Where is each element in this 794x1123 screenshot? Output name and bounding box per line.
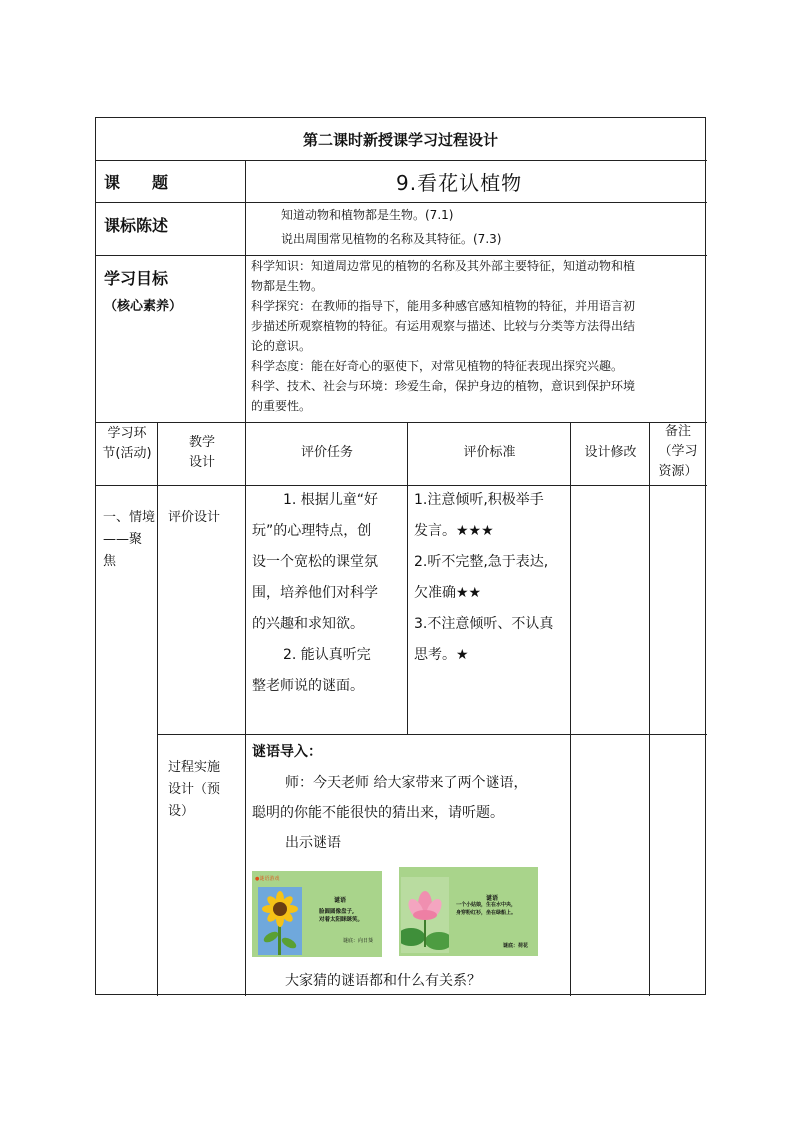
slide-tag: ●谜语游戏: [255, 876, 280, 882]
slide-title: 谜语: [334, 897, 347, 904]
eval-standard-text: 1.注意倾听,积极举手 发言。★★★ 2.听不完整,急于表达, 欠准确★★ 3.不注意倾听、不认真 思考。★: [414, 492, 554, 663]
slide-riddle: 脸圆圆像盘子, 对着太阳眯眯笑。: [319, 909, 364, 923]
process-heading: 谜语导入：: [252, 744, 322, 760]
objective-line: 论的意识。: [251, 339, 312, 353]
header-notes: 备注 （学习 资源）: [658, 424, 698, 479]
header-standard: 评价标准: [463, 445, 516, 460]
standards-label: 课标陈述: [104, 216, 169, 235]
lesson-title: 9.看花认植物: [396, 171, 523, 195]
objectives-label: 学习目标: [104, 269, 169, 288]
standards-line: 知道动物和植物都是生物。(7.1): [281, 208, 454, 222]
objective-line: 的重要性。: [251, 399, 312, 413]
slide-answer: 谜底：荷花: [503, 943, 529, 949]
riddle-slide-lotus: [399, 867, 538, 956]
objectives-sublabel: （核心素养）: [104, 299, 183, 314]
process-question: 大家猜的谜语都和什么有关系？: [285, 973, 481, 989]
objective-line: 科学、技术、社会与环境：珍爱生命，保护身边的植物，意识到保护环境: [251, 379, 636, 393]
process-text: 师：今天老师 给大家带来了两个谜语， 聪明的你能不能很快的猜出来，请听题。 出示谜语: [252, 775, 528, 851]
process-label: 过程实施 设计（预 设）: [168, 760, 221, 819]
stage1-label: 一、情境 ——聚 焦: [103, 510, 156, 569]
sunflower-icon: [258, 887, 302, 955]
riddle-slide-sunflower: [252, 871, 382, 957]
objective-line: 科学探究：在教师的指导下，能用多种感官感知植物的特征，并用语言初: [251, 299, 636, 313]
objective-line: 科学态度：能在好奇心的驱使下，对常见植物的特征表现出探究兴趣。: [251, 359, 624, 373]
header-task: 评价任务: [300, 445, 353, 460]
slide-answer: 谜底：向日葵: [343, 938, 374, 944]
objectives-text: [251, 256, 635, 416]
header-stage: 学习环 节(活动): [102, 426, 152, 461]
topic-label: 课 题: [104, 173, 169, 192]
header-revise: 设计修改: [584, 445, 637, 460]
slide-title: 谜语: [486, 895, 499, 902]
eval-design-label: 评价设计: [168, 510, 221, 525]
header-design: 教学 设计: [188, 435, 215, 470]
objective-line: 物都是生物。: [251, 279, 324, 293]
lotus-icon: [401, 877, 449, 953]
eval-task-text: 1. 根据儿童“好 玩”的心理特点，创 设一个宽松的课堂氛 围，培养他们对科学 的兴趣和求知欲。 2. 能认真听完 整老师说的谜面。: [252, 492, 379, 694]
objective-line: 科学知识：知道周边常见的植物的名称及其外部主要特征，知道动物和植: [251, 259, 636, 273]
objective-line: 步描述所观察植物的特征。有运用观察与描述、比较与分类等方法得出结: [251, 319, 636, 333]
table-title: 第二课时新授课学习过程设计: [302, 131, 498, 149]
slide-riddle: 一个小姑娘，生在水中央， 身穿粉红衫，坐在绿船上。: [456, 902, 517, 916]
standards-line: 说出周围常见植物的名称及其特征。(7.3): [281, 232, 502, 246]
